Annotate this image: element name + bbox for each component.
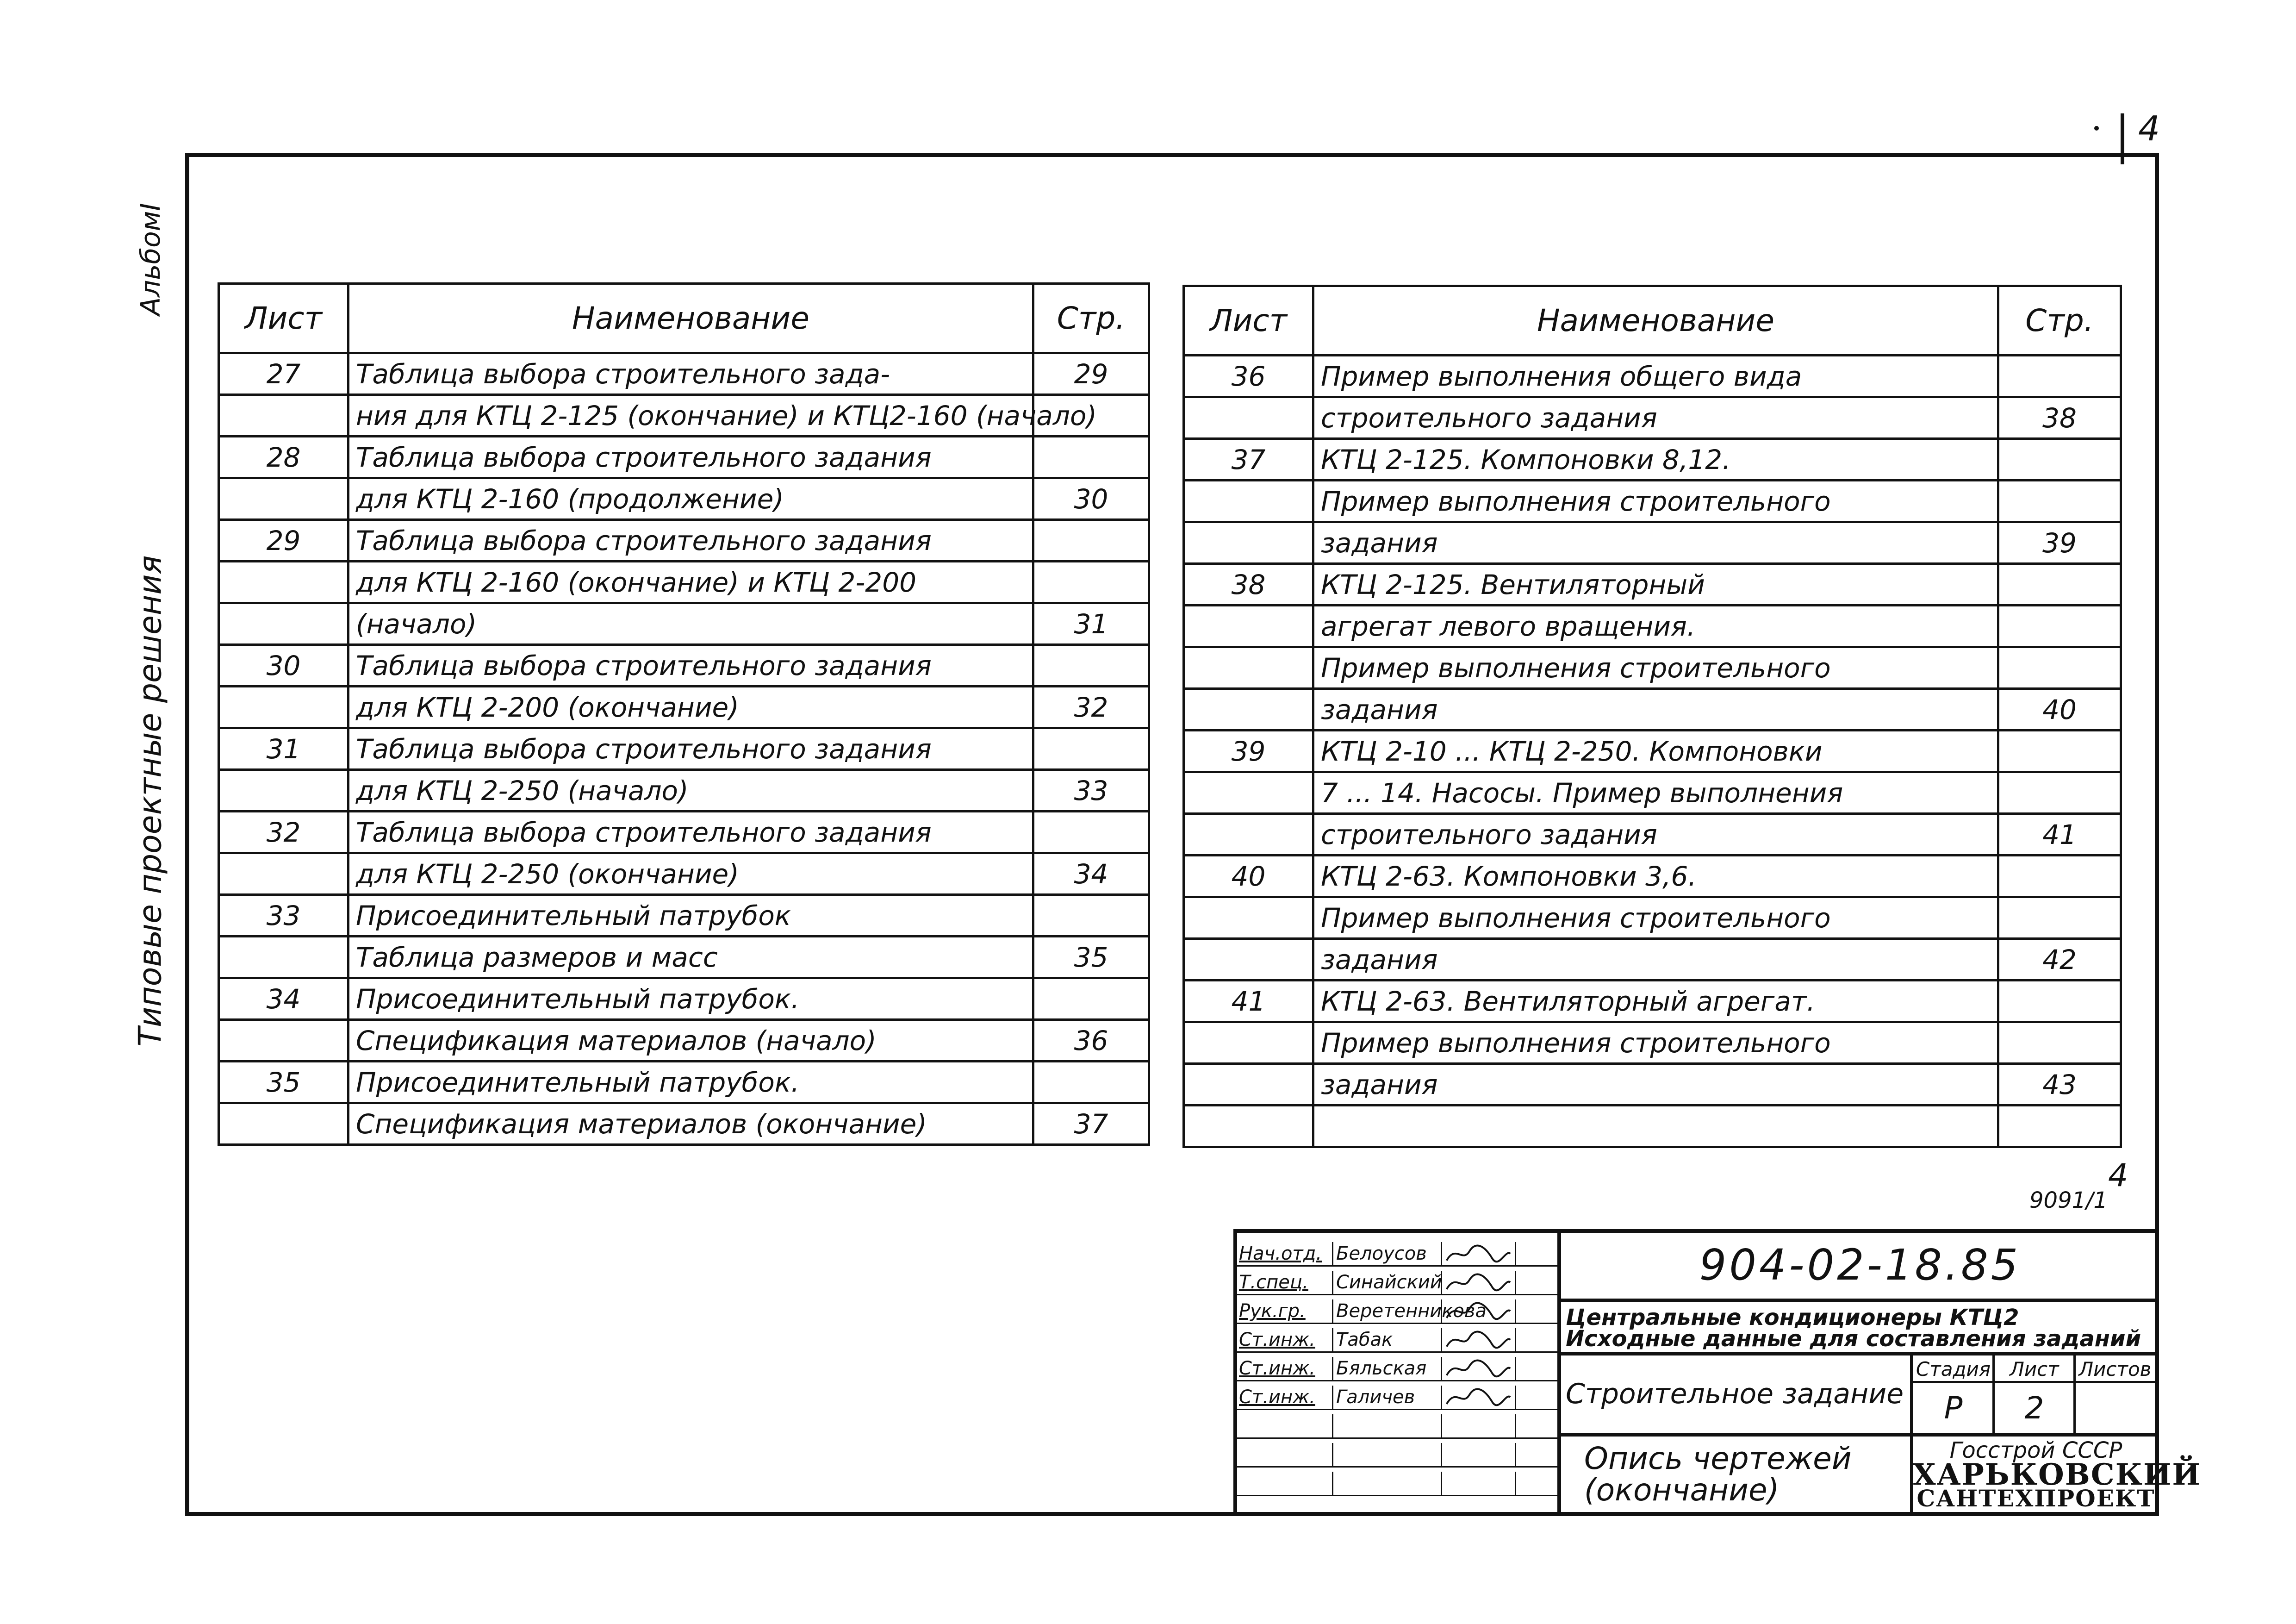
drawings-list-left xyxy=(218,282,1150,1146)
sheet-number-cell xyxy=(219,937,348,978)
table-row xyxy=(1184,1022,2121,1064)
page-number-cell: 35 xyxy=(1033,937,1149,978)
page-number-cell: 31 xyxy=(1033,603,1149,645)
header-name: Наименование xyxy=(1313,286,1998,356)
page-number-cell: 29 xyxy=(1033,353,1149,395)
column-divider xyxy=(1992,1355,1995,1433)
date-cell xyxy=(1515,1242,1557,1265)
item-name-cell: Спецификация материалов (начало) xyxy=(348,1020,1033,1062)
sheet-number-cell: 41 xyxy=(1184,981,1313,1022)
table-row xyxy=(1184,356,2121,397)
page-number-cell xyxy=(1998,1106,2121,1147)
signature xyxy=(1441,1271,1515,1294)
sheet-number-cell xyxy=(219,770,348,812)
item-name-cell: Пример выполнения общего вида xyxy=(1313,356,1998,397)
table-row xyxy=(1184,814,2121,856)
sheet-number-cell xyxy=(1184,606,1313,647)
sheet-number-cell: 27 xyxy=(219,353,348,395)
staff-role: Т.спец. xyxy=(1239,1272,1308,1293)
table-row xyxy=(1184,1064,2121,1106)
staff-signatures xyxy=(1237,1233,1561,1512)
project-title-line1: Центральные кондиционеры КТЦ2 xyxy=(1566,1305,2019,1330)
table-row xyxy=(219,353,1149,395)
page-number-cell xyxy=(1998,564,2121,606)
item-name-cell: для КТЦ 2-250 (окончание) xyxy=(348,853,1033,895)
signature-scribble-icon xyxy=(1442,1328,1515,1351)
side-label-album xyxy=(127,167,174,352)
page-number-cell: 41 xyxy=(1998,814,2121,856)
item-name-cell: Таблица выбора строительного зада- xyxy=(348,353,1033,395)
sheet-number-cell xyxy=(219,853,348,895)
item-name-cell: КТЦ 2-10 ... КТЦ 2-250. Компоновки xyxy=(1313,731,1998,772)
margin-dot xyxy=(2094,126,2099,131)
item-name-cell: для КТЦ 2-250 (начало) xyxy=(348,770,1033,812)
page-number-cell xyxy=(1033,978,1149,1020)
page-number-cell xyxy=(1998,772,2121,814)
sheet-value: 2 xyxy=(2024,1390,2044,1426)
staff-role xyxy=(1239,1443,1329,1466)
page-number-cell xyxy=(1998,481,2121,522)
page-number-cell xyxy=(1033,728,1149,770)
page-number-cell: 32 xyxy=(1033,687,1149,728)
item-name-cell: КТЦ 2-125. Компоновки 8,12. xyxy=(1313,439,1998,481)
date-cell xyxy=(1515,1328,1557,1351)
title-block xyxy=(1233,1229,2201,1516)
table-row xyxy=(1184,647,2121,689)
date-cell xyxy=(1515,1386,1557,1409)
page-number-cell xyxy=(1998,647,2121,689)
page-number-cell: 37 xyxy=(1033,1103,1149,1145)
item-name-cell: Таблица выбора строительного задания xyxy=(348,437,1033,478)
page-number-cell: 33 xyxy=(1033,770,1149,812)
signature xyxy=(1441,1443,1515,1466)
stage-row xyxy=(1561,1355,2159,1437)
table-row xyxy=(219,853,1149,895)
sheet-number-cell: 36 xyxy=(1184,356,1313,397)
project-title xyxy=(1561,1302,2159,1355)
staff-role: Нач.отд. xyxy=(1239,1243,1322,1264)
sheet-number-cell xyxy=(219,687,348,728)
signature-scribble-icon xyxy=(1442,1386,1515,1409)
page-number-cell xyxy=(1998,1022,2121,1064)
sheet-number-cell xyxy=(219,478,348,520)
item-name-cell xyxy=(1313,1106,1998,1147)
date-cell xyxy=(1515,1472,1557,1495)
sheet-number-cell xyxy=(1184,397,1313,439)
sheet-number-cell: 35 xyxy=(219,1062,348,1103)
page-number-cell xyxy=(1998,606,2121,647)
drawings-list-right xyxy=(1182,285,2122,1148)
staff-name: Синайский xyxy=(1332,1271,1441,1294)
sheet-number-cell: 31 xyxy=(219,728,348,770)
table-row xyxy=(219,520,1149,562)
date-cell xyxy=(1515,1443,1557,1466)
sheet-name xyxy=(1561,1437,1913,1516)
table-row xyxy=(1184,1106,2121,1147)
staff-row xyxy=(1237,1472,1557,1496)
sheet-number-cell xyxy=(1184,689,1313,731)
table-row xyxy=(219,937,1149,978)
table-row xyxy=(219,728,1149,770)
staff-role xyxy=(1239,1472,1329,1495)
inventory-number: 9091/1 xyxy=(2029,1187,2108,1213)
sheet-number-cell xyxy=(1184,897,1313,939)
sheet-header: Лист xyxy=(1994,1355,2075,1383)
page-number: 4 xyxy=(2138,109,2160,149)
table-row xyxy=(219,562,1149,603)
item-name-cell: Присоединительный патрубок. xyxy=(348,1062,1033,1103)
staff-row xyxy=(1237,1414,1557,1439)
page-number-cell xyxy=(1998,439,2121,481)
item-name-cell: Таблица выбора строительного задания xyxy=(348,520,1033,562)
staff-role: Ст.инж. xyxy=(1239,1358,1315,1379)
item-name-cell: КТЦ 2-63. Вентиляторный агрегат. xyxy=(1313,981,1998,1022)
table-row xyxy=(1184,772,2121,814)
album-label: АльбомI xyxy=(135,203,166,316)
date-cell xyxy=(1515,1357,1557,1380)
signature xyxy=(1441,1242,1515,1265)
table-header xyxy=(1184,286,2121,356)
item-name-cell: для КТЦ 2-160 (продолжение) xyxy=(348,478,1033,520)
header-name: Наименование xyxy=(348,284,1033,353)
item-name-cell: Спецификация материалов (окончание) xyxy=(348,1103,1033,1145)
staff-row xyxy=(1237,1386,1557,1410)
table-header xyxy=(219,284,1149,353)
staff-name: Табак xyxy=(1332,1328,1441,1351)
table-row xyxy=(219,437,1149,478)
table-row xyxy=(1184,439,2121,481)
sheet-number-cell xyxy=(219,395,348,437)
item-name-cell: Пример выполнения строительного xyxy=(1313,481,1998,522)
table-row xyxy=(1184,481,2121,522)
table-row xyxy=(219,812,1149,853)
staff-row xyxy=(1237,1271,1557,1295)
sheet-number-cell: 39 xyxy=(1184,731,1313,772)
staff-name: Галичев xyxy=(1332,1386,1441,1409)
item-name-cell: агрегат левого вращения. xyxy=(1313,606,1998,647)
signature xyxy=(1441,1357,1515,1380)
item-name-cell: Таблица размеров и масс xyxy=(348,937,1033,978)
table-row xyxy=(219,1103,1149,1145)
sheet-number-cell: 34 xyxy=(219,978,348,1020)
signature xyxy=(1441,1386,1515,1409)
stage-value: Р xyxy=(1944,1390,1963,1426)
page-number-cell xyxy=(1033,437,1149,478)
table-row xyxy=(1184,522,2121,564)
project-title-line2: Исходные данные для составления заданий xyxy=(1566,1326,2141,1352)
item-name-cell: задания xyxy=(1313,689,1998,731)
document-type: Строительное задание xyxy=(1561,1355,1913,1433)
page-number-cell: 36 xyxy=(1033,1020,1149,1062)
staff-row xyxy=(1237,1242,1557,1267)
sheet-number-cell: 33 xyxy=(219,895,348,937)
header-page: Стр. xyxy=(1033,284,1149,353)
table-row xyxy=(1184,731,2121,772)
sheets-value xyxy=(2075,1383,2155,1433)
page-number-cell: 38 xyxy=(1998,397,2121,439)
header-sheet: Лист xyxy=(1184,286,1313,356)
staff-row xyxy=(1237,1443,1557,1468)
table-row xyxy=(219,1062,1149,1103)
sheet-name-line1: Опись чертежей xyxy=(1584,1441,1852,1476)
item-name-cell: задания xyxy=(1313,1064,1998,1106)
page-number-cell xyxy=(1033,562,1149,603)
item-name-cell: Таблица выбора строительного задания xyxy=(348,645,1033,687)
signature-scribble-icon xyxy=(1442,1299,1515,1323)
inventory-sheet-number: 4 xyxy=(2108,1157,2128,1194)
page-number-cell xyxy=(1033,1062,1149,1103)
sheet-number-cell xyxy=(1184,1022,1313,1064)
sheet-number-cell xyxy=(219,603,348,645)
signature-scribble-icon xyxy=(1442,1357,1515,1380)
table-row xyxy=(219,395,1149,437)
staff-name xyxy=(1332,1443,1441,1466)
page-number-cell xyxy=(1998,356,2121,397)
sheet-number-cell: 29 xyxy=(219,520,348,562)
table-row xyxy=(219,770,1149,812)
item-name-cell: Присоединительный патрубок xyxy=(348,895,1033,937)
item-name-cell: ния для КТЦ 2-125 (окончание) и КТЦ2-160 (начало) xyxy=(348,395,1033,437)
table-row xyxy=(1184,606,2121,647)
date-cell xyxy=(1515,1414,1557,1437)
sheet-name-line2: (окончание) xyxy=(1584,1472,1780,1508)
table-row xyxy=(1184,981,2121,1022)
table-row xyxy=(1184,897,2121,939)
sheet-number-cell: 40 xyxy=(1184,856,1313,897)
table-row xyxy=(1184,856,2121,897)
signature xyxy=(1441,1299,1515,1323)
staff-row xyxy=(1237,1328,1557,1353)
page-number-cell: 40 xyxy=(1998,689,2121,731)
item-name-cell: задания xyxy=(1313,939,1998,981)
sheet-number-cell xyxy=(219,1020,348,1062)
staff-role: Ст.инж. xyxy=(1239,1387,1315,1408)
staff-name: Веретенникова xyxy=(1332,1299,1441,1323)
item-name-cell: Присоединительный патрубок. xyxy=(348,978,1033,1020)
sheet-number-cell: 28 xyxy=(219,437,348,478)
item-name-cell: Пример выполнения строительного xyxy=(1313,897,1998,939)
item-name-cell: для КТЦ 2-160 (окончание) и КТЦ 2-200 xyxy=(348,562,1033,603)
sheet-number-cell xyxy=(1184,814,1313,856)
table-row xyxy=(219,603,1149,645)
staff-row xyxy=(1237,1299,1557,1324)
item-name-cell: Таблица выбора строительного задания xyxy=(348,728,1033,770)
page-number-cell xyxy=(1033,520,1149,562)
table-row xyxy=(1184,939,2121,981)
page-number-cell: 43 xyxy=(1998,1064,2121,1106)
staff-role xyxy=(1239,1414,1329,1437)
item-name-cell: строительного задания xyxy=(1313,814,1998,856)
sheet-number-cell: 37 xyxy=(1184,439,1313,481)
staff-name xyxy=(1332,1472,1441,1495)
staff-name: Бяльская xyxy=(1332,1357,1441,1380)
table-row xyxy=(219,645,1149,687)
column-divider xyxy=(2073,1355,2076,1433)
table-row xyxy=(219,978,1149,1020)
table-row xyxy=(1184,397,2121,439)
item-name-cell: 7 ... 14. Насосы. Пример выполнения xyxy=(1313,772,1998,814)
signature xyxy=(1441,1472,1515,1495)
staff-role: Ст.инж. xyxy=(1239,1329,1315,1350)
item-name-cell: Таблица выбора строительного задания xyxy=(348,812,1033,853)
organization-line1: Госстрой СССР xyxy=(1949,1437,2122,1463)
table-row xyxy=(219,895,1149,937)
sheets-header: Листов xyxy=(2075,1355,2155,1383)
date-cell xyxy=(1515,1271,1557,1294)
page-number-cell: 42 xyxy=(1998,939,2121,981)
page-number-cell: 34 xyxy=(1033,853,1149,895)
item-name-cell: КТЦ 2-125. Вентиляторный xyxy=(1313,564,1998,606)
item-name-cell: Пример выполнения строительного xyxy=(1313,1022,1998,1064)
signature-scribble-icon xyxy=(1442,1271,1515,1294)
sheet-number-cell xyxy=(219,562,348,603)
signature-scribble-icon xyxy=(1442,1242,1515,1265)
sheet-number-cell xyxy=(1184,1106,1313,1147)
right-table-body xyxy=(1184,356,2121,1147)
sheet-number-cell xyxy=(1184,772,1313,814)
table-row xyxy=(1184,564,2121,606)
item-name-cell: Пример выполнения строительного xyxy=(1313,647,1998,689)
sheet-number-cell xyxy=(1184,481,1313,522)
page-number-cell xyxy=(1998,856,2121,897)
item-name-cell: для КТЦ 2-200 (окончание) xyxy=(348,687,1033,728)
staff-role: Рук.гр. xyxy=(1239,1300,1306,1322)
side-label-series xyxy=(125,500,176,1102)
signature xyxy=(1441,1414,1515,1437)
item-name-cell: КТЦ 2-63. Компоновки 3,6. xyxy=(1313,856,1998,897)
organization xyxy=(1913,1437,2201,1516)
page-number-cell xyxy=(1033,812,1149,853)
sheet-number-cell: 30 xyxy=(219,645,348,687)
date-cell xyxy=(1515,1299,1557,1323)
organization-line2: ХАРЬКОВСКИЙ xyxy=(1913,1457,2201,1492)
document-code: 904-02-18.85 xyxy=(1561,1233,2159,1302)
table-row xyxy=(219,478,1149,520)
header-sheet: Лист xyxy=(219,284,348,353)
item-name-cell: задания xyxy=(1313,522,1998,564)
page-number-cell xyxy=(1998,897,2121,939)
page-number-cell xyxy=(1033,895,1149,937)
sheet-number-cell xyxy=(1184,939,1313,981)
page-number-cell: 39 xyxy=(1998,522,2121,564)
staff-name: Белоусов xyxy=(1332,1242,1441,1265)
sheet-number-cell xyxy=(1184,647,1313,689)
sheet-number-cell xyxy=(1184,1064,1313,1106)
left-table-body xyxy=(219,353,1149,1145)
page-number-cell: 30 xyxy=(1033,478,1149,520)
organization-line3: САНТЕХПРОЕКТ xyxy=(1916,1485,2155,1512)
stage-header: Стадия xyxy=(1913,1355,1994,1383)
sheet-number-cell xyxy=(1184,522,1313,564)
table-row xyxy=(219,687,1149,728)
staff-row xyxy=(1237,1357,1557,1381)
table-row xyxy=(1184,689,2121,731)
item-name-cell: строительного задания xyxy=(1313,397,1998,439)
page-number-cell xyxy=(1033,645,1149,687)
sheet-number-cell: 32 xyxy=(219,812,348,853)
item-name-cell: (начало) xyxy=(348,603,1033,645)
signature xyxy=(1441,1328,1515,1351)
table-row xyxy=(219,1020,1149,1062)
sheet-number-cell xyxy=(219,1103,348,1145)
page-number-cell xyxy=(1998,731,2121,772)
header-page: Стр. xyxy=(1998,286,2121,356)
sheet-number-cell: 38 xyxy=(1184,564,1313,606)
staff-name xyxy=(1332,1414,1441,1437)
page-number-cell xyxy=(1998,981,2121,1022)
series-label: Типовые проектные решения xyxy=(132,555,169,1047)
